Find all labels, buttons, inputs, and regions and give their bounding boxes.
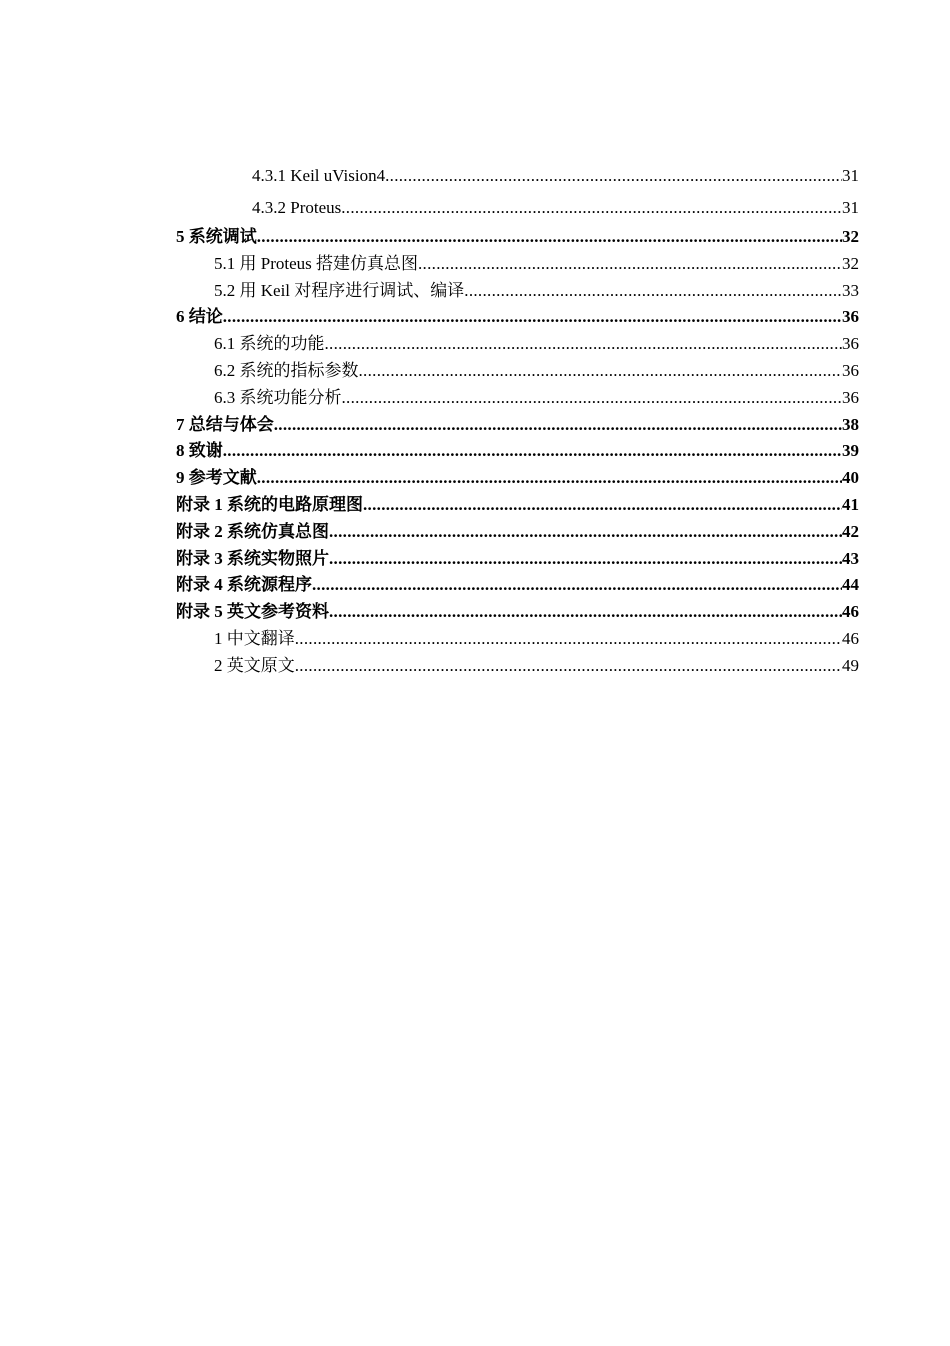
- toc-entry-title: 附录 1 系统的电路原理图: [176, 494, 363, 514]
- toc-entry-5-2[interactable]: [176, 278, 859, 305]
- toc-entry-appendix-3[interactable]: [176, 546, 859, 573]
- toc-entry-4-3-1[interactable]: [176, 160, 859, 192]
- dot-leader: [342, 385, 843, 412]
- toc-entry-title: 6.2 系统的指标参数: [214, 360, 359, 380]
- toc-entry-title: 5.2 用 Keil 对程序进行调试、编译: [214, 280, 465, 300]
- toc-entry-title: 6.1 系统的功能: [214, 334, 325, 354]
- toc-entry-title: 6.3 系统功能分析: [214, 387, 342, 407]
- dot-leader: [257, 224, 842, 251]
- dot-leader: [329, 599, 842, 626]
- toc-entry-title: 1 中文翻译: [214, 628, 295, 648]
- toc-entry-title: 附录 5 英文参考资料: [176, 602, 329, 622]
- toc-entry-page: 42: [842, 521, 859, 541]
- toc-entry-page: 31: [842, 166, 859, 185]
- dot-leader: [223, 438, 842, 465]
- toc-entry-title: 8 致谢: [176, 441, 223, 461]
- toc-entry-page: 46: [842, 602, 859, 622]
- toc-entry-appendix-2[interactable]: [176, 519, 859, 546]
- toc-entry-appendix-4[interactable]: [176, 572, 859, 599]
- dot-leader: [223, 304, 842, 331]
- dot-leader: [274, 412, 842, 439]
- toc-entry-page: 49: [842, 655, 859, 675]
- toc-entry-title: 9 参考文献: [176, 468, 257, 488]
- toc-entry-page: 40: [842, 468, 859, 488]
- toc-entry-8[interactable]: [176, 438, 859, 465]
- dot-leader: [341, 192, 842, 224]
- dot-leader: [295, 653, 842, 680]
- dot-leader: [257, 465, 842, 492]
- toc-entry-page: 43: [842, 548, 859, 568]
- dot-leader: [464, 278, 842, 305]
- dot-leader: [295, 626, 842, 653]
- dot-leader: [418, 251, 842, 278]
- toc-entry-page: 33: [842, 280, 859, 300]
- dot-leader: [312, 572, 842, 599]
- toc-entry-page: 41: [842, 494, 859, 514]
- toc-entry-title: 6 结论: [176, 307, 223, 327]
- toc-entry-page: 32: [842, 253, 859, 273]
- toc-entry-appendix-1[interactable]: [176, 492, 859, 519]
- toc-entry-4-3-2[interactable]: [176, 192, 859, 224]
- toc-entry-6-2[interactable]: [176, 358, 859, 385]
- toc-entry-title: 4.3.2 Proteus: [252, 198, 342, 217]
- toc-entry-7[interactable]: [176, 412, 859, 439]
- toc-entry-page: 36: [842, 334, 859, 354]
- toc-entry-title: 5 系统调试: [176, 227, 257, 246]
- toc-entry-9[interactable]: [176, 465, 859, 492]
- toc-entry-page: 36: [842, 387, 859, 407]
- dot-leader: [325, 331, 843, 358]
- toc-entry-page: 36: [842, 360, 859, 380]
- dot-leader: [359, 358, 843, 385]
- toc-entry-5[interactable]: [176, 224, 859, 251]
- toc-entry-appendix-5-2[interactable]: [176, 653, 859, 680]
- toc-entry-6-3[interactable]: [176, 385, 859, 412]
- toc-entry-page: 31: [842, 198, 859, 217]
- toc-entry-title: 5.1 用 Proteus 搭建仿真总图: [214, 253, 418, 273]
- toc-entry-title: 附录 3 系统实物照片: [176, 548, 329, 568]
- toc-entry-6-1[interactable]: [176, 331, 859, 358]
- toc-entry-page: 44: [842, 575, 859, 595]
- toc-entry-title: 附录 2 系统仿真总图: [176, 521, 329, 541]
- toc-entry-title: 2 英文原文: [214, 655, 295, 675]
- toc-entry-appendix-5-1[interactable]: [176, 626, 859, 653]
- table-of-contents: [176, 160, 859, 680]
- toc-entry-page: 36: [842, 307, 859, 327]
- toc-entry-5-1[interactable]: [176, 251, 859, 278]
- toc-entry-page: 46: [842, 628, 859, 648]
- dot-leader: [329, 519, 842, 546]
- dot-leader: [385, 160, 842, 192]
- toc-entry-title: 4.3.1 Keil uVision4: [252, 166, 386, 185]
- toc-entry-page: 39: [842, 441, 859, 461]
- toc-entry-title: 附录 4 系统源程序: [176, 575, 312, 595]
- toc-entry-6[interactable]: [176, 304, 859, 331]
- toc-entry-appendix-5[interactable]: [176, 599, 859, 626]
- dot-leader: [329, 546, 842, 573]
- dot-leader: [363, 492, 842, 519]
- toc-entry-title: 7 总结与体会: [176, 414, 274, 434]
- toc-entry-page: 32: [842, 227, 859, 246]
- toc-entry-page: 38: [842, 414, 859, 434]
